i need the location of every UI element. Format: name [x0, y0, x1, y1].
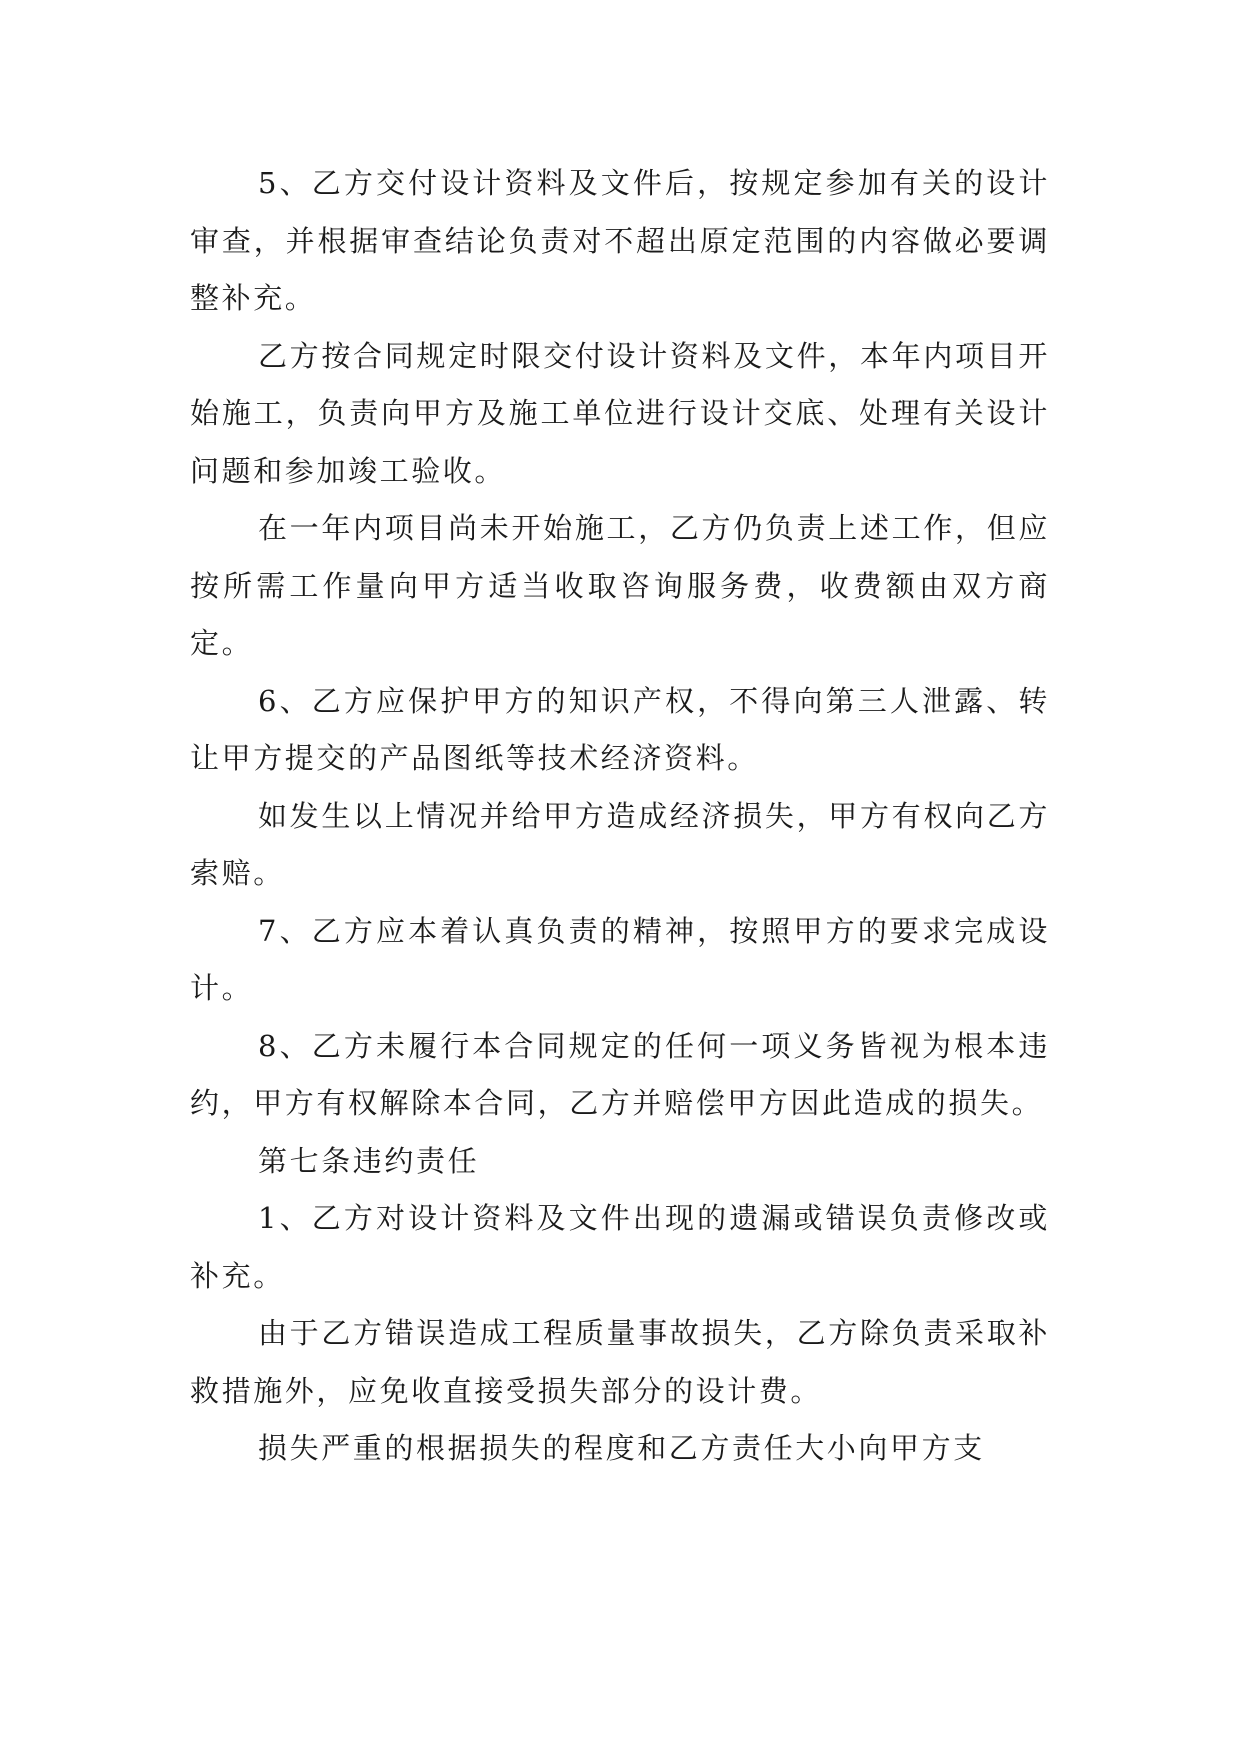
clause-5-paragraph: 5、乙方交付设计资料及文件后，按规定参加有关的设计审查，并根据审查结论负责对不超出原定范围的内容做必要调整补充。 [190, 166, 1050, 315]
article-7-heading: 第七条违约责任 [258, 1143, 480, 1178]
compensation-paragraph: 如发生以上情况并给甲方造成经济损失，甲方有权向乙方索赔。 [190, 798, 1050, 890]
clause-6-paragraph: 6、乙方应保护甲方的知识产权，不得向第三人泄露、转让甲方提交的产品图纸等技术经济资料。 [190, 683, 1050, 775]
delivery-paragraph: 乙方按合同规定时限交付设计资料及文件，本年内项目开始施工，负责向甲方及施工单位进行设计交底、处理有关设计问题和参加竣工验收。 [190, 338, 1050, 488]
document-body [190, 155, 1050, 1478]
liability-clause-1-paragraph: 1、乙方对设计资料及文件出现的遗漏或错误负责修改或补充。 [190, 1201, 1050, 1293]
serious-loss-paragraph: 损失严重的根据损失的程度和乙方责任大小向甲方支 [258, 1431, 985, 1465]
clause-7-paragraph: 7、乙方应本着认真负责的精神，按照甲方的要求完成设计。 [190, 913, 1050, 1005]
clause-8-paragraph: 8、乙方未履行本合同规定的任何一项义务皆视为根本违约，甲方有权解除本合同，乙方并赔偿甲方因此造成的损失。 [190, 1028, 1050, 1120]
quality-accident-paragraph: 由于乙方错误造成工程质量事故损失，乙方除负责采取补救措施外，应免收直接受损失部分的设计费。 [190, 1316, 1050, 1408]
consulting-fee-paragraph: 在一年内项目尚未开始施工，乙方仍负责上述工作，但应按所需工作量向甲方适当收取咨询服务费，收费额由双方商定。 [190, 511, 1050, 660]
